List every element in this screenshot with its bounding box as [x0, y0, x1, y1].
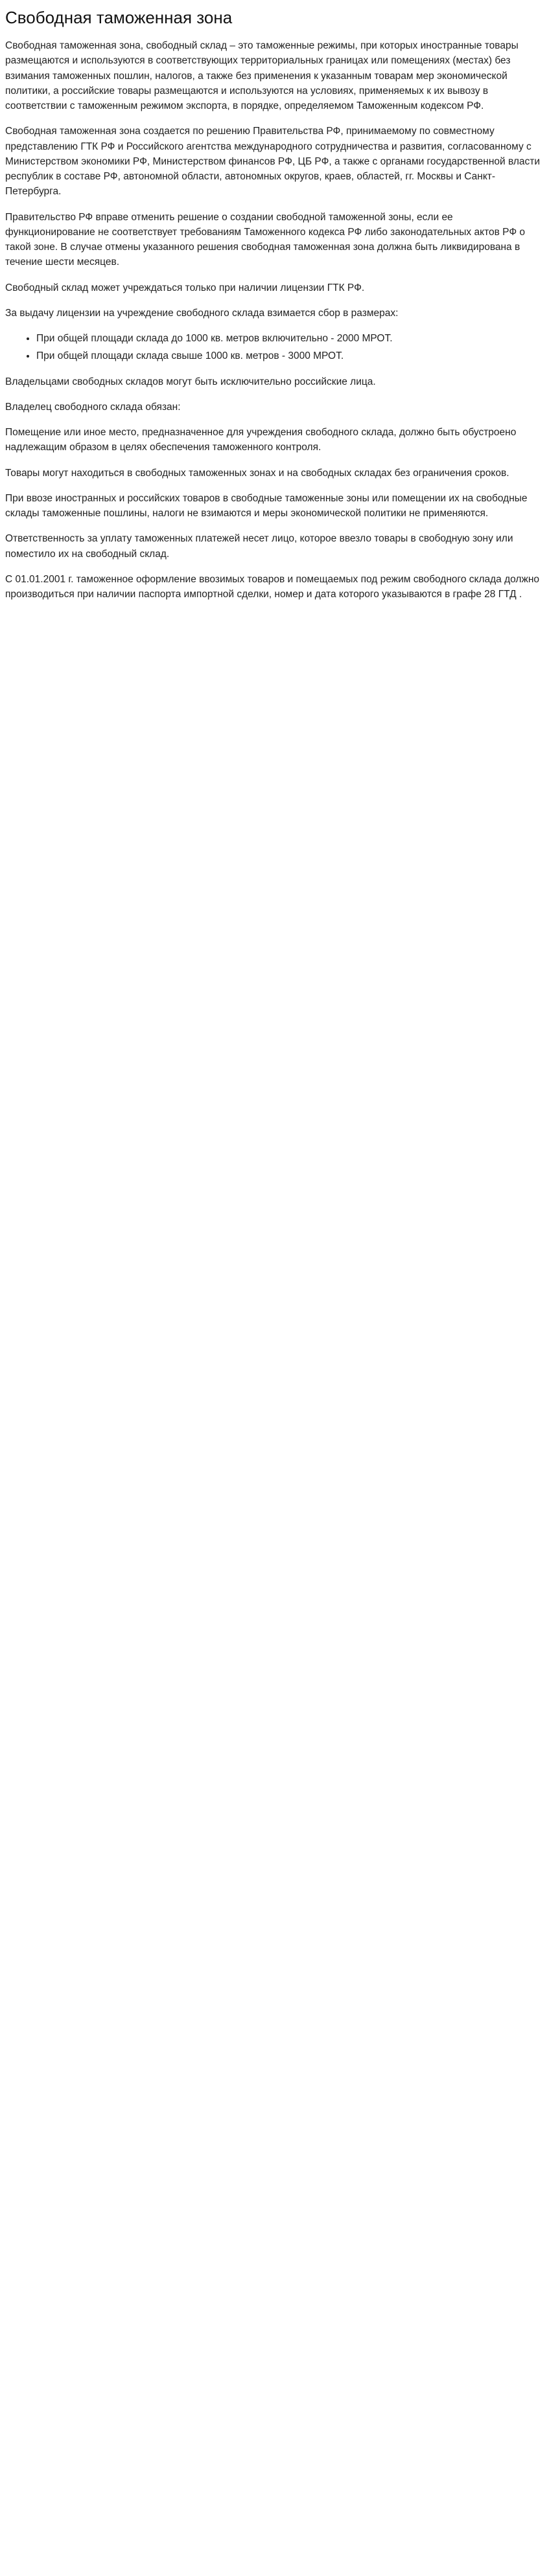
paragraph: При ввозе иностранных и российских товаров в свободные таможенные зоны или помещении их на свободные склады таможенные пошлины, налоги не взимаются и меры экономической политики не применяются. — [5, 492, 528, 519]
page-title: Свободная таможенная зона — [5, 8, 233, 27]
paragraph: Свободный склад может учреждаться только при наличии лицензии ГТК РФ. — [5, 282, 365, 293]
list-item: • При общей площади склада свыше 1000 кв. метров - 3000 МРОТ. — [36, 348, 544, 363]
bullet-list — [5, 331, 544, 364]
document — [0, 0, 549, 625]
paragraph: Свободная таможенная зона создается по решению Правительства РФ, принимаемому по совместному представлению ГТК РФ и Российского агентства международного сотрудничества и развития, согласованному с Министерством экономики РФ, Министерством финансов РФ, ЦБ РФ, а также с органами государственной власти республик в составе РФ, автономной области, автономных округов, краев, областей, гг. Москвы и Санкт-Петербурга. — [5, 126, 541, 198]
paragraph: С 01.01.2001 г. таможенное оформление ввозимых товаров и помещаемых под режим свободного склада должно производиться при наличии паспорта импортной сделки, номер и дата которого указываются в графе 28 ГТД . — [5, 573, 539, 600]
paragraph: Помещение или иное место, предназначенное для учреждения свободного склада, должно быть обустроено надлежащим образом в целях обеспечения таможенного контроля. — [5, 427, 517, 453]
paragraph: За выдачу лицензии на учреждение свободного склада взимается сбор в размерах: — [5, 307, 399, 319]
paragraph: Владелец свободного склада обязан: — [5, 401, 181, 413]
paragraph: Свободная таможенная зона, свободный склад – это таможенные режимы, при которых иностранные товары размещаются и используются в соответствующих территориальных границах или помещениях (местах) без взимания таможенных пошлин, налогов, а также без применения к указанным товарам мер экономической политики, а российские товары размещаются и используются на условиях, применяемых к их вывозу в соответствии с таможенным режимом экспорта, в порядке, определяемом Таможенным кодексом РФ. — [5, 40, 519, 111]
paragraph: Ответственность за уплату таможенных платежей несет лицо, которое ввезло товары в свободную зону или поместило их на свободный склад. — [5, 533, 513, 560]
paragraph: Правительство РФ вправе отменить решение о создании свободной таможенной зоны, если ее функционирование не соответствует требованиям Таможенного кодекса РФ либо законодательных актов РФ о такой зоне. В случае отмены указанного решения свободная таможенная зона должна быть ликвидирована в течение шести месяцев. — [5, 211, 526, 268]
paragraph: Товары могут находиться в свободных таможенных зонах и на свободных складах без ограничения сроков. — [5, 467, 509, 479]
paragraph: Владельцами свободных складов могут быть исключительно российские лица. — [5, 376, 376, 387]
list-item: • При общей площади склада до 1000 кв. метров включительно - 2000 МРОТ. — [36, 331, 544, 346]
article-body — [5, 38, 544, 602]
